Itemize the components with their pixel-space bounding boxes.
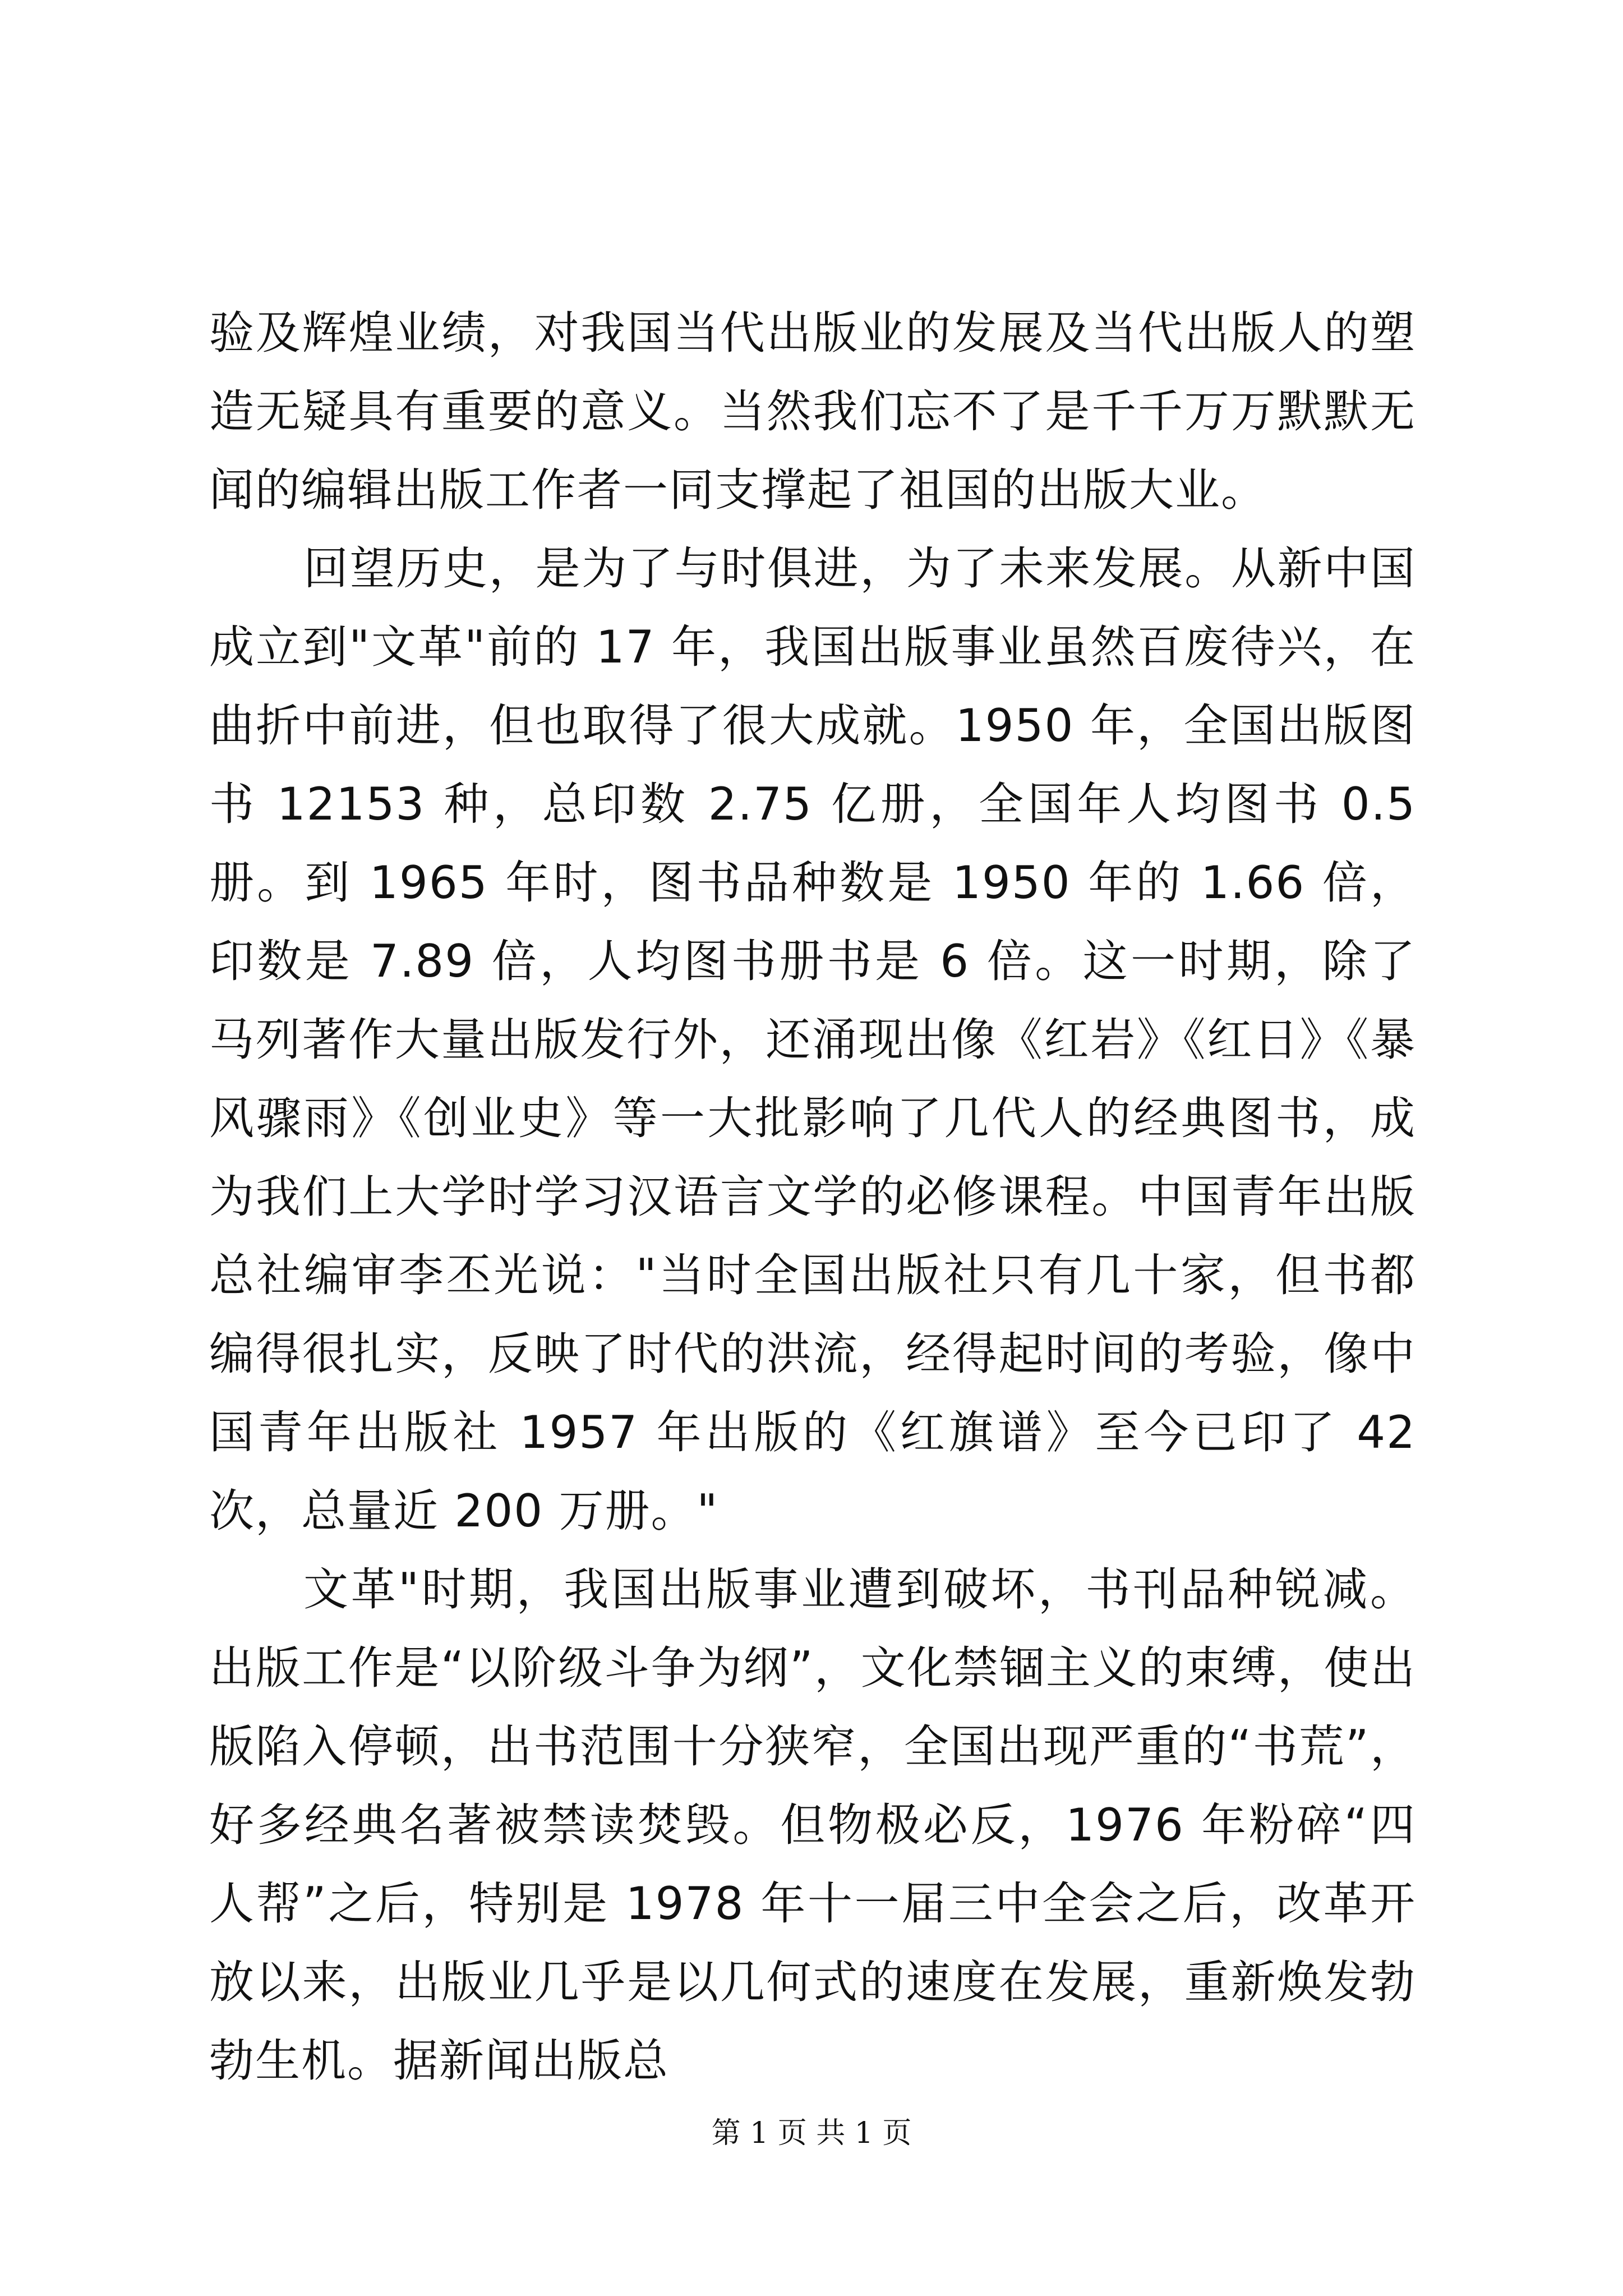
paragraph-cultural-revolution: 文革"时期，我国出版事业遭到破坏，书刊品种锐减。出版工作是“以阶级斗争为纲”，文化禁锢主义的束缚，使出版陷入停顿，出书范围十分狭窄，全国出现严重的“书荒”，好多经典名著被禁读焚毁。但物极必反，1976 年粉碎“四人帮”之后，特别是 1978 年十一届三中全会之后，改革开放以来，出版业几乎是以几何式的速度在发展，重新焕发勃勃生机。据新闻出版总 <box>209 1563 1416 2087</box>
paragraph-continuation: 验及辉煌业绩，对我国当代出版业的发展及当代出版人的塑造无疑具有重要的意义。当然我们忘不了是千千万万默默无闻的编辑出版工作者一同支撑起了祖国的出版大业。 <box>209 307 1416 516</box>
body-text <box>209 294 1416 2100</box>
page-footer: 第 1 页 共 1 页 <box>711 2116 912 2150</box>
paragraph-history: 回望历史，是为了与时俱进，为了未来发展。从新中国成立到"文革"前的 17 年，我国出版事业虽然百废待兴，在曲折中前进，但也取得了很大成就。1950 年，全国出版图书 12153 种，总印数 2.75 亿册，全国年人均图书 0.5 册。到 1965 年时，图书品种数是 1950 年的 1.66 倍，印数是 7.89 倍，人均图书册书是 6 倍。这一时期，除了马列著作大量出版发行外，还涌现出像《红岩》《红日》《暴风骤雨》《创业史》等一大批影响了几代人的经典图书，成为我们上大学时学习汉语言文学的必修课程。中国青年出版总社编审李丕光说："当时全国出版社只有几十家，但书都编得很扎实，反映了时代的洪流，经得起时间的考验，像中国青年出版社 1957 年出版的《红旗谱》至今已印了 42 次，总量近 200 万册。" <box>209 542 1416 1537</box>
